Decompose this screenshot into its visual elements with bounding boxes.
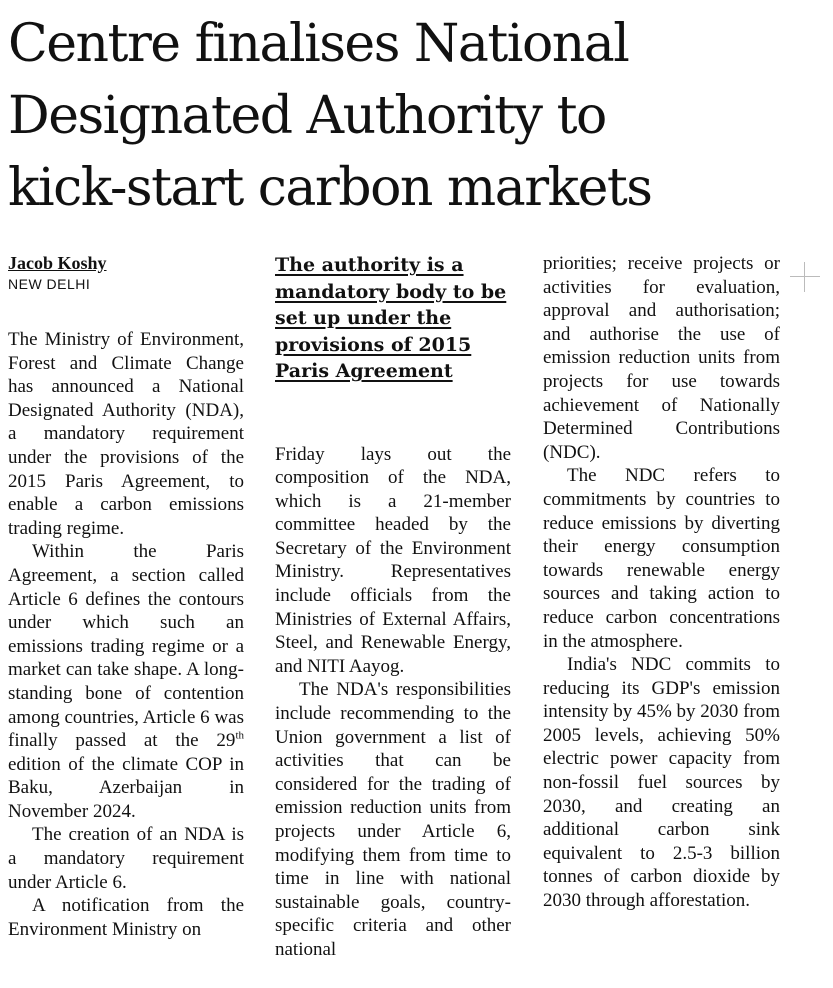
pull-quote-text: The authority is a mandatory body to be set up under the provisions of 2015 Paris Agreement [275,254,507,382]
paragraph: India's NDC commits to reducing its GDP's emission intensity by 45% by 2030 from 2005 levels, achieving 50% electric power capacity from non-fossil fuel sources by 2030, and creating an additional carbon sink equivalent to 2.5-3 billion tonnes of carbon dioxide by 2030 through afforestation. [543,654,780,912]
paragraph-text: edition of the climate COP in Baku, Azerbaijan in November 2024. [8,753,244,822]
paragraph-text: Within the Paris Agreement, a section called Article 6 defines the contours under which such an emissions trading regime or a market can take shape. A long-standing bone of contention among countries, Article 6 was finally passed at the 29 [8,541,244,752]
dateline: NEW DELHI [8,276,91,292]
paragraph: Friday lays out the composition of the NDA, which is a 21-member committee headed by the Secretary of the Environment Ministry. Representatives include officials from the Ministries of External Affairs, Steel, and Renewable Energy, and NITI Aayog. [275,443,511,677]
headline [8,8,818,224]
headline-line-3: kick-start carbon markets [8,158,652,218]
pull-quote [275,252,511,385]
article-column-3 [543,252,780,913]
paragraph: A notification from the Environment Ministry on [8,895,244,940]
paragraph: The NDA's responsibilities include recommending to the Union government a list of activities that can be considered for the trading of emission reduction units from projects under Article 6, modifying them from time to time in line with national sustainable goals, country-specific criteria and other national [275,679,511,960]
author-byline[interactable]: Jacob Koshy [8,253,107,273]
paragraph: The NDC refers to commitments by countries to reduce emissions by diverting their energy consumption towards renewable energy sources and taking action to reduce carbon concentrations in the atmosphere. [543,465,780,652]
crop-mark-icon [790,262,820,292]
headline-line-1: Centre finalises National [8,14,629,74]
headline-line-2: Designated Authority to [8,86,606,146]
article-column-2 [275,252,511,962]
paragraph: The Ministry of Environment, Forest and Climate Change has announced a National Designated Authority (NDA), a mandatory requirement under the provisions of the 2015 Paris Agreement, to enable a carbon emissions trading regime. [8,329,244,539]
paragraph: The creation of an NDA is a mandatory requirement under Article 6. [8,824,244,893]
paragraph: priorities; receive projects or activities for evaluation, approval and authorisation; and authorise the use of emission reduction units from projects for use towards achievement of Nationally Determined Contributions (NDC). [543,253,780,463]
article-column-1 [8,252,244,941]
superscript: th [235,729,244,742]
paragraph [8,540,244,823]
